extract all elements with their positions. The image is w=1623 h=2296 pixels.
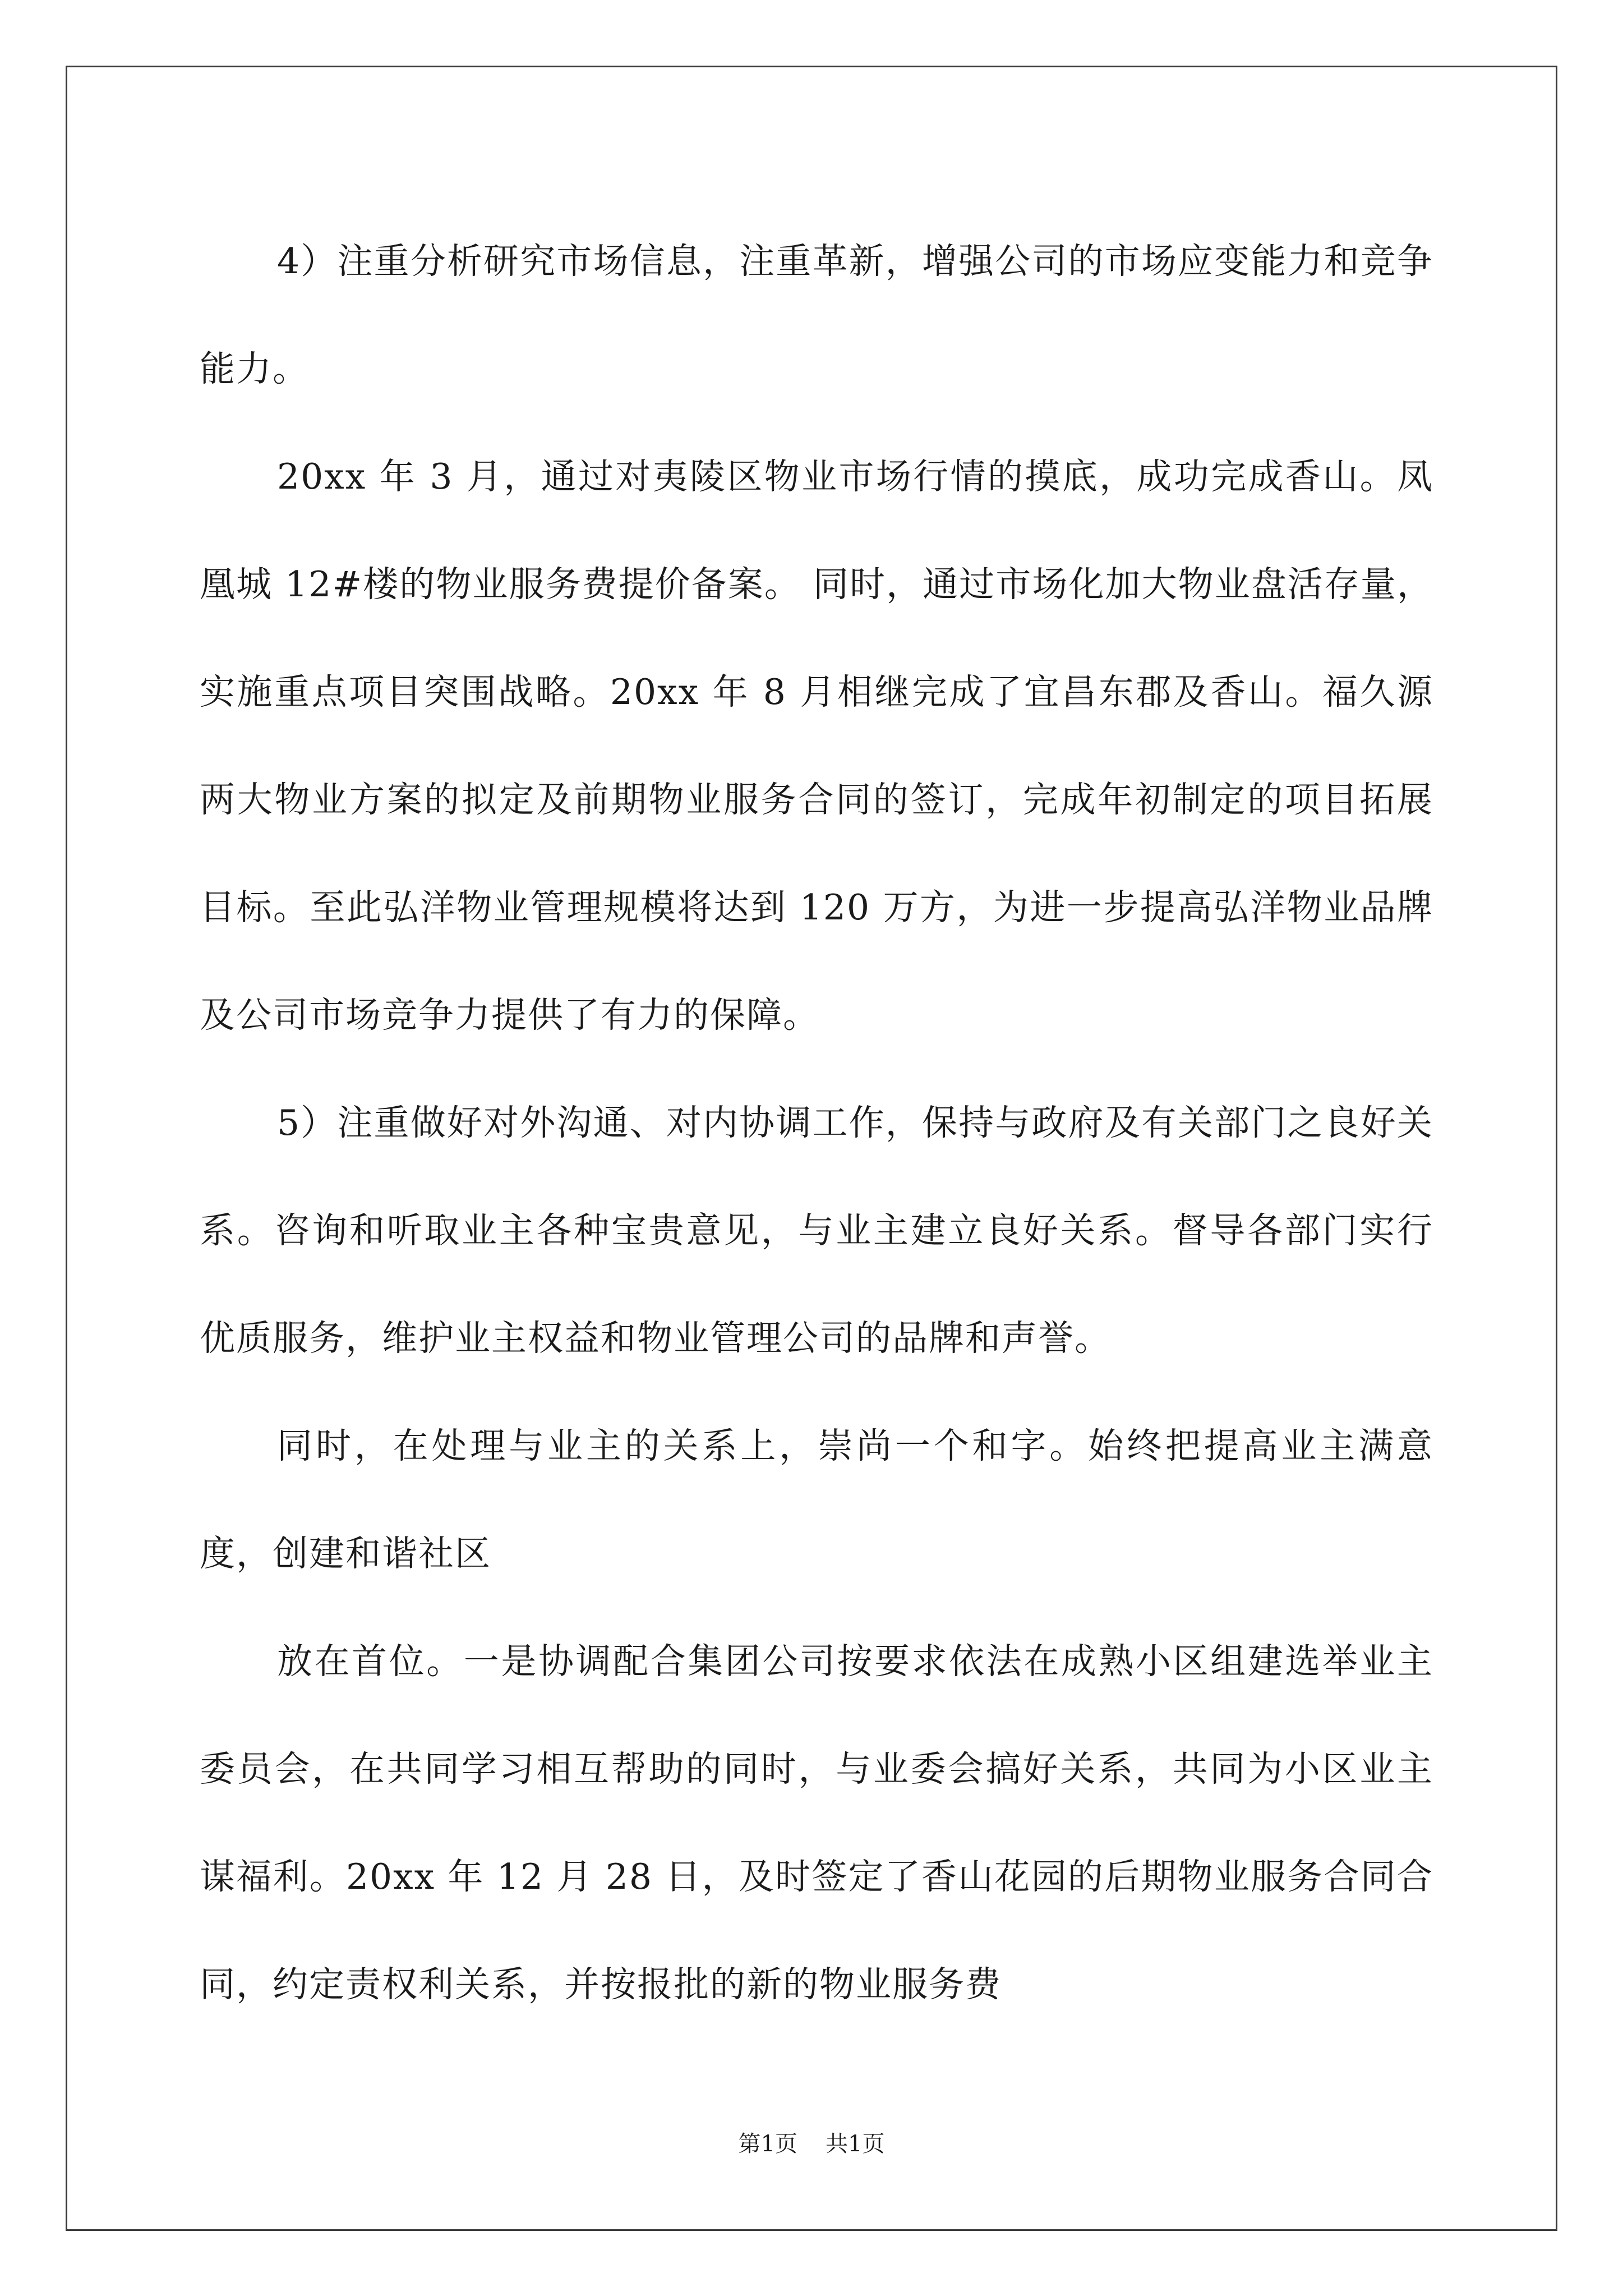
page-total: 共1页: [826, 2131, 885, 2157]
page-footer: [0, 2126, 1623, 2158]
paragraph-1: 4）注重分析研究市场信息，注重革新，增强公司的市场应变能力和竞争能力。: [200, 241, 1433, 389]
paragraph-2: 20xx 年 3 月，通过对夷陵区物业市场行情的摸底，成功完成香山。凤凰城 12#楼的物业服务费提价备案。 同时，通过市场化加大物业盘活存量，实施重点项目突围战略。20xx 年 8 月相继完成了宜昌东郡及香山。福久源两大物业方案的拟定及前期物业服务合同的签订，完成年初制定的项目拓展目标。至此弘洋物业管理规模将达到 120 万方，为进一步提高弘洋物业品牌及公司市场竞争力提供了有力的保障。: [200, 456, 1433, 1036]
paragraph-3: 5）注重做好对外沟通、对内协调工作，保持与政府及有关部门之良好关系。咨询和听取业主各种宝贵意见，与业主建立良好关系。督导各部门实行优质服务，维护业主权益和物业管理公司的品牌和声誉。: [200, 1102, 1433, 1359]
page-number: 第1页: [738, 2131, 797, 2157]
paragraph-4: 同时，在处理与业主的关系上，崇尚一个和字。始终把提高业主满意度，创建和谐社区: [200, 1425, 1433, 1574]
paragraph-5: 放在首位。一是协调配合集团公司按要求依法在成熟小区组建选举业主委员会，在共同学习相互帮助的同时，与业委会搞好关系，共同为小区业主谋福利。20xx 年 12 月 28 日，及时签定了香山花园的后期物业服务合同合同，约定责权利关系，并按报批的新的物业服务费: [200, 1641, 1433, 2005]
document-body: [200, 208, 1433, 2039]
